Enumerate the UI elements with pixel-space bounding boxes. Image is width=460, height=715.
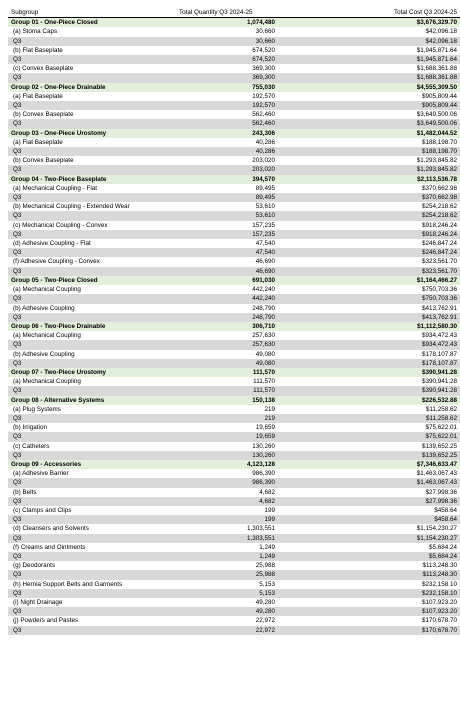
row-label: Group 07 - Two-Piece Urostomy bbox=[8, 368, 176, 377]
row-label: (b) Irrigation bbox=[8, 423, 176, 432]
row-quantity: 53,610 bbox=[176, 202, 278, 211]
row-quantity: 46,690 bbox=[176, 267, 278, 276]
row-quantity: 199 bbox=[176, 515, 278, 524]
row-label: (b) Convex Baseplate bbox=[8, 156, 176, 165]
row-cost: $390,941.28 bbox=[278, 386, 460, 395]
subgroup-row bbox=[8, 543, 460, 552]
quarter-row bbox=[8, 359, 460, 368]
quarter-row bbox=[8, 230, 460, 239]
group-row bbox=[8, 276, 460, 285]
row-quantity: 47,540 bbox=[176, 239, 278, 248]
row-label: Q3 bbox=[8, 267, 176, 276]
row-label: (d) Adhesive Coupling - Flat bbox=[8, 239, 176, 248]
row-quantity: 89,495 bbox=[176, 184, 278, 193]
row-cost: $11,258.62 bbox=[278, 405, 460, 414]
row-label: Q3 bbox=[8, 515, 176, 524]
row-quantity: 248,790 bbox=[176, 304, 278, 313]
row-cost: $139,652.25 bbox=[278, 442, 460, 451]
row-quantity: 219 bbox=[176, 414, 278, 423]
quarter-row bbox=[8, 193, 460, 202]
quarter-row bbox=[8, 414, 460, 423]
row-label: (b) Mechanical Coupling - Extended Wear bbox=[8, 202, 176, 211]
subgroup-row bbox=[8, 184, 460, 193]
subgroup-row bbox=[8, 442, 460, 451]
row-cost: $1,293,845.82 bbox=[278, 156, 460, 165]
quarter-row bbox=[8, 589, 460, 598]
subgroup-row bbox=[8, 524, 460, 533]
row-cost: $107,923.20 bbox=[278, 607, 460, 616]
quarter-row bbox=[8, 552, 460, 561]
row-quantity: 369,300 bbox=[176, 73, 278, 82]
row-quantity: 248,790 bbox=[176, 313, 278, 322]
subgroup-row bbox=[8, 92, 460, 101]
row-cost: $3,676,329.70 bbox=[278, 18, 460, 28]
row-label: Q3 bbox=[8, 193, 176, 202]
row-quantity: 5,153 bbox=[176, 589, 278, 598]
row-quantity: 1,074,480 bbox=[176, 18, 278, 28]
row-label: (a) Mechanical Coupling - Flat bbox=[8, 184, 176, 193]
row-cost: $1,688,361.88 bbox=[278, 73, 460, 82]
row-quantity: 442,240 bbox=[176, 294, 278, 303]
row-label: (a) Stoma Caps bbox=[8, 27, 176, 36]
quarter-row bbox=[8, 267, 460, 276]
row-cost: $1,154,230.27 bbox=[278, 524, 460, 533]
row-label: Q3 bbox=[8, 607, 176, 616]
row-quantity: 369,300 bbox=[176, 64, 278, 73]
row-cost: $113,248.30 bbox=[278, 561, 460, 570]
row-label: (b) Adhesive Coupling bbox=[8, 350, 176, 359]
row-quantity: 203,020 bbox=[176, 165, 278, 174]
row-quantity: 986,390 bbox=[176, 469, 278, 478]
row-label: Group 03 - One-Piece Urostomy bbox=[8, 129, 176, 138]
row-cost: $27,998.36 bbox=[278, 488, 460, 497]
subgroup-row bbox=[8, 616, 460, 625]
row-quantity: 25,988 bbox=[176, 570, 278, 579]
row-quantity: 40,286 bbox=[176, 138, 278, 147]
row-quantity: 243,306 bbox=[176, 129, 278, 138]
row-label: Group 01 - One-Piece Closed bbox=[8, 18, 176, 28]
row-cost: $1,164,466.27 bbox=[278, 276, 460, 285]
row-quantity: 674,520 bbox=[176, 55, 278, 64]
row-label: Q3 bbox=[8, 497, 176, 506]
header-total-quantity: Total Quantity Q3 2024-25 bbox=[176, 8, 278, 18]
row-quantity: 22,972 bbox=[176, 626, 278, 635]
row-quantity: 442,240 bbox=[176, 285, 278, 294]
row-label: Q3 bbox=[8, 359, 176, 368]
subgroup-row bbox=[8, 405, 460, 414]
row-cost: $2,113,536.78 bbox=[278, 175, 460, 184]
header-total-cost: Total Cost Q3 2024-25 bbox=[278, 8, 460, 18]
table-body bbox=[8, 18, 460, 635]
row-quantity: 49,280 bbox=[176, 598, 278, 607]
row-quantity: 111,570 bbox=[176, 377, 278, 386]
row-cost: $188,198.70 bbox=[278, 138, 460, 147]
subgroup-row bbox=[8, 202, 460, 211]
row-label: Q3 bbox=[8, 589, 176, 598]
row-label: Q3 bbox=[8, 248, 176, 257]
row-label: (j) Powders and Pastes bbox=[8, 616, 176, 625]
row-quantity: 394,570 bbox=[176, 175, 278, 184]
subgroup-row bbox=[8, 257, 460, 266]
row-label: Q3 bbox=[8, 386, 176, 395]
row-label: (h) Hernia Support Belts and Garments bbox=[8, 580, 176, 589]
row-cost: $246,847.24 bbox=[278, 239, 460, 248]
quarter-row bbox=[8, 386, 460, 395]
row-cost: $1,463,067.43 bbox=[278, 478, 460, 487]
row-cost: $390,941.28 bbox=[278, 368, 460, 377]
row-cost: $1,463,067.43 bbox=[278, 469, 460, 478]
row-label: (a) Mechanical Coupling bbox=[8, 331, 176, 340]
row-label: (b) Flat Baseplate bbox=[8, 46, 176, 55]
row-quantity: 257,630 bbox=[176, 340, 278, 349]
row-cost: $458.64 bbox=[278, 506, 460, 515]
row-label: Group 08 - Alternative Systems bbox=[8, 396, 176, 405]
row-quantity: 192,570 bbox=[176, 92, 278, 101]
row-quantity: 192,570 bbox=[176, 101, 278, 110]
row-label: (c) Mechanical Coupling - Convex bbox=[8, 221, 176, 230]
row-cost: $3,649,500.06 bbox=[278, 110, 460, 119]
subgroup-row bbox=[8, 580, 460, 589]
subgroup-row bbox=[8, 488, 460, 497]
row-cost: $370,662.98 bbox=[278, 193, 460, 202]
row-quantity: 157,235 bbox=[176, 230, 278, 239]
row-cost: $1,293,845.82 bbox=[278, 165, 460, 174]
row-cost: $1,482,044.52 bbox=[278, 129, 460, 138]
row-cost: $323,561.70 bbox=[278, 257, 460, 266]
row-cost: $458.64 bbox=[278, 515, 460, 524]
row-quantity: 674,520 bbox=[176, 46, 278, 55]
subgroup-row bbox=[8, 27, 460, 36]
row-quantity: 219 bbox=[176, 405, 278, 414]
row-cost: $1,112,580.30 bbox=[278, 322, 460, 331]
quarter-row bbox=[8, 119, 460, 128]
subgroup-row bbox=[8, 110, 460, 119]
quarter-row bbox=[8, 294, 460, 303]
row-cost: $170,678.70 bbox=[278, 616, 460, 625]
quarter-row bbox=[8, 37, 460, 46]
row-label: (i) Night Drainage bbox=[8, 598, 176, 607]
row-label: Q3 bbox=[8, 37, 176, 46]
row-cost: $113,248.30 bbox=[278, 570, 460, 579]
row-label: (a) Plug Systems bbox=[8, 405, 176, 414]
header-row bbox=[8, 8, 460, 18]
group-row bbox=[8, 175, 460, 184]
row-cost: $4,555,309.50 bbox=[278, 83, 460, 92]
group-row bbox=[8, 460, 460, 469]
row-label: Q3 bbox=[8, 534, 176, 543]
row-quantity: 22,972 bbox=[176, 616, 278, 625]
row-quantity: 46,690 bbox=[176, 257, 278, 266]
row-label: Q3 bbox=[8, 451, 176, 460]
row-quantity: 1,303,551 bbox=[176, 524, 278, 533]
quarter-row bbox=[8, 534, 460, 543]
row-quantity: 4,682 bbox=[176, 488, 278, 497]
row-label: (a) Mechanical Coupling bbox=[8, 377, 176, 386]
row-label: Q3 bbox=[8, 230, 176, 239]
subgroup-row bbox=[8, 46, 460, 55]
row-cost: $139,652.25 bbox=[278, 451, 460, 460]
header-subgroup: Subgroup bbox=[8, 8, 176, 18]
row-cost: $178,107.87 bbox=[278, 359, 460, 368]
row-quantity: 111,570 bbox=[176, 368, 278, 377]
row-cost: $323,561.70 bbox=[278, 267, 460, 276]
row-cost: $934,472.43 bbox=[278, 331, 460, 340]
row-quantity: 89,495 bbox=[176, 193, 278, 202]
row-cost: $413,762.91 bbox=[278, 304, 460, 313]
row-quantity: 257,630 bbox=[176, 331, 278, 340]
subgroup-row bbox=[8, 506, 460, 515]
row-quantity: 19,659 bbox=[176, 423, 278, 432]
spreadsheet bbox=[8, 8, 460, 635]
row-label: (c) Clamps and Clips bbox=[8, 506, 176, 515]
row-quantity: 53,610 bbox=[176, 211, 278, 220]
row-label: (a) Flat Baseplate bbox=[8, 138, 176, 147]
row-quantity: 111,570 bbox=[176, 386, 278, 395]
quarter-row bbox=[8, 313, 460, 322]
quarter-row bbox=[8, 570, 460, 579]
row-label: Q3 bbox=[8, 211, 176, 220]
row-label: Q3 bbox=[8, 340, 176, 349]
quarter-row bbox=[8, 165, 460, 174]
row-quantity: 1,249 bbox=[176, 543, 278, 552]
row-cost: $390,941.28 bbox=[278, 377, 460, 386]
quarter-row bbox=[8, 478, 460, 487]
row-cost: $3,649,500.06 bbox=[278, 119, 460, 128]
subgroup-row bbox=[8, 331, 460, 340]
row-label: Q3 bbox=[8, 294, 176, 303]
row-quantity: 1,303,551 bbox=[176, 534, 278, 543]
subgroup-row bbox=[8, 304, 460, 313]
subgroup-row bbox=[8, 239, 460, 248]
row-quantity: 49,080 bbox=[176, 359, 278, 368]
subgroup-row bbox=[8, 423, 460, 432]
row-cost: $170,678.70 bbox=[278, 626, 460, 635]
subgroup-row bbox=[8, 138, 460, 147]
row-quantity: 1,249 bbox=[176, 552, 278, 561]
row-cost: $75,622.01 bbox=[278, 423, 460, 432]
group-row bbox=[8, 83, 460, 92]
group-row bbox=[8, 322, 460, 331]
row-label: (a) Flat Baseplate bbox=[8, 92, 176, 101]
quarter-row bbox=[8, 607, 460, 616]
row-quantity: 562,460 bbox=[176, 110, 278, 119]
row-label: Q3 bbox=[8, 414, 176, 423]
row-cost: $5,684.24 bbox=[278, 543, 460, 552]
row-cost: $905,809.44 bbox=[278, 101, 460, 110]
row-cost: $918,246.24 bbox=[278, 221, 460, 230]
row-cost: $750,703.36 bbox=[278, 294, 460, 303]
row-quantity: 130,260 bbox=[176, 451, 278, 460]
subgroup-row bbox=[8, 350, 460, 359]
quarter-row bbox=[8, 73, 460, 82]
row-cost: $42,096.18 bbox=[278, 27, 460, 36]
row-cost: $75,622.01 bbox=[278, 432, 460, 441]
row-label: Group 09 - Accessories bbox=[8, 460, 176, 469]
row-cost: $232,158.10 bbox=[278, 580, 460, 589]
row-cost: $1,945,871.64 bbox=[278, 55, 460, 64]
row-quantity: 755,030 bbox=[176, 83, 278, 92]
row-quantity: 986,390 bbox=[176, 478, 278, 487]
row-label: (c) Convex Baseplate bbox=[8, 64, 176, 73]
row-quantity: 49,080 bbox=[176, 350, 278, 359]
row-cost: $246,847.24 bbox=[278, 248, 460, 257]
row-quantity: 203,020 bbox=[176, 156, 278, 165]
row-quantity: 4,682 bbox=[176, 497, 278, 506]
subgroup-row bbox=[8, 561, 460, 570]
row-cost: $254,218.62 bbox=[278, 202, 460, 211]
row-label: (f) Adhesive Coupling - Convex bbox=[8, 257, 176, 266]
row-cost: $918,246.24 bbox=[278, 230, 460, 239]
row-label: Q3 bbox=[8, 73, 176, 82]
row-label: (b) Adhesive Coupling bbox=[8, 304, 176, 313]
quarter-row bbox=[8, 211, 460, 220]
subgroup-row bbox=[8, 469, 460, 478]
quarter-row bbox=[8, 340, 460, 349]
row-quantity: 5,153 bbox=[176, 580, 278, 589]
quarter-row bbox=[8, 626, 460, 635]
row-label: (d) Cleansers and Solvents bbox=[8, 524, 176, 533]
row-quantity: 306,710 bbox=[176, 322, 278, 331]
row-quantity: 19,659 bbox=[176, 432, 278, 441]
row-cost: $413,762.91 bbox=[278, 313, 460, 322]
row-cost: $226,532.88 bbox=[278, 396, 460, 405]
subgroup-row bbox=[8, 598, 460, 607]
row-cost: $934,472.43 bbox=[278, 340, 460, 349]
row-quantity: 157,235 bbox=[176, 221, 278, 230]
row-quantity: 562,460 bbox=[176, 119, 278, 128]
group-row bbox=[8, 368, 460, 377]
row-cost: $254,218.62 bbox=[278, 211, 460, 220]
row-label: (f) Creams and Ointments bbox=[8, 543, 176, 552]
row-quantity: 130,260 bbox=[176, 442, 278, 451]
row-cost: $1,688,361.88 bbox=[278, 64, 460, 73]
row-quantity: 691,030 bbox=[176, 276, 278, 285]
quarter-row bbox=[8, 101, 460, 110]
row-label: Q3 bbox=[8, 478, 176, 487]
group-row bbox=[8, 129, 460, 138]
row-label: (c) Catheters bbox=[8, 442, 176, 451]
quarter-row bbox=[8, 248, 460, 257]
row-label: Q3 bbox=[8, 119, 176, 128]
row-cost: $42,096.18 bbox=[278, 37, 460, 46]
row-label: (a) Mechanical Coupling bbox=[8, 285, 176, 294]
row-cost: $370,662.98 bbox=[278, 184, 460, 193]
row-label: Q3 bbox=[8, 626, 176, 635]
subgroup-row bbox=[8, 64, 460, 73]
cost-table bbox=[8, 8, 460, 635]
row-label: Q3 bbox=[8, 432, 176, 441]
row-quantity: 25,988 bbox=[176, 561, 278, 570]
row-quantity: 49,280 bbox=[176, 607, 278, 616]
row-cost: $905,809.44 bbox=[278, 92, 460, 101]
row-label: Q3 bbox=[8, 101, 176, 110]
quarter-row bbox=[8, 55, 460, 64]
row-cost: $178,107.87 bbox=[278, 350, 460, 359]
row-label: Q3 bbox=[8, 147, 176, 156]
row-quantity: 47,540 bbox=[176, 248, 278, 257]
row-label: Q3 bbox=[8, 552, 176, 561]
row-label: Group 04 - Two-Piece Baseplate bbox=[8, 175, 176, 184]
quarter-row bbox=[8, 432, 460, 441]
row-cost: $5,684.24 bbox=[278, 552, 460, 561]
subgroup-row bbox=[8, 156, 460, 165]
quarter-row bbox=[8, 147, 460, 156]
group-row bbox=[8, 18, 460, 28]
row-label: Q3 bbox=[8, 55, 176, 64]
row-label: (b) Convex Baseplate bbox=[8, 110, 176, 119]
row-cost: $27,998.36 bbox=[278, 497, 460, 506]
row-label: Q3 bbox=[8, 313, 176, 322]
subgroup-row bbox=[8, 377, 460, 386]
row-cost: $11,258.62 bbox=[278, 414, 460, 423]
quarter-row bbox=[8, 451, 460, 460]
row-quantity: 40,286 bbox=[176, 147, 278, 156]
row-label: Group 02 - One-Piece Drainable bbox=[8, 83, 176, 92]
row-quantity: 30,660 bbox=[176, 37, 278, 46]
group-row bbox=[8, 396, 460, 405]
subgroup-row bbox=[8, 221, 460, 230]
row-label: Q3 bbox=[8, 165, 176, 174]
quarter-row bbox=[8, 515, 460, 524]
row-cost: $750,703.36 bbox=[278, 285, 460, 294]
row-cost: $1,945,871.64 bbox=[278, 46, 460, 55]
row-label: Group 05 - Two-Piece Closed bbox=[8, 276, 176, 285]
quarter-row bbox=[8, 497, 460, 506]
row-label: (b) Belts bbox=[8, 488, 176, 497]
row-cost: $232,158.10 bbox=[278, 589, 460, 598]
row-cost: $7,346,633.47 bbox=[278, 460, 460, 469]
row-quantity: 4,123,128 bbox=[176, 460, 278, 469]
row-label: (a) Adhesive Barrier bbox=[8, 469, 176, 478]
subgroup-row bbox=[8, 285, 460, 294]
row-label: Q3 bbox=[8, 570, 176, 579]
row-quantity: 30,660 bbox=[176, 27, 278, 36]
row-cost: $107,923.20 bbox=[278, 598, 460, 607]
row-label: (g) Deodorants bbox=[8, 561, 176, 570]
row-quantity: 199 bbox=[176, 506, 278, 515]
row-label: Group 06 - Two-Piece Drainable bbox=[8, 322, 176, 331]
row-cost: $188,198.70 bbox=[278, 147, 460, 156]
row-cost: $1,154,230.27 bbox=[278, 534, 460, 543]
row-quantity: 150,138 bbox=[176, 396, 278, 405]
